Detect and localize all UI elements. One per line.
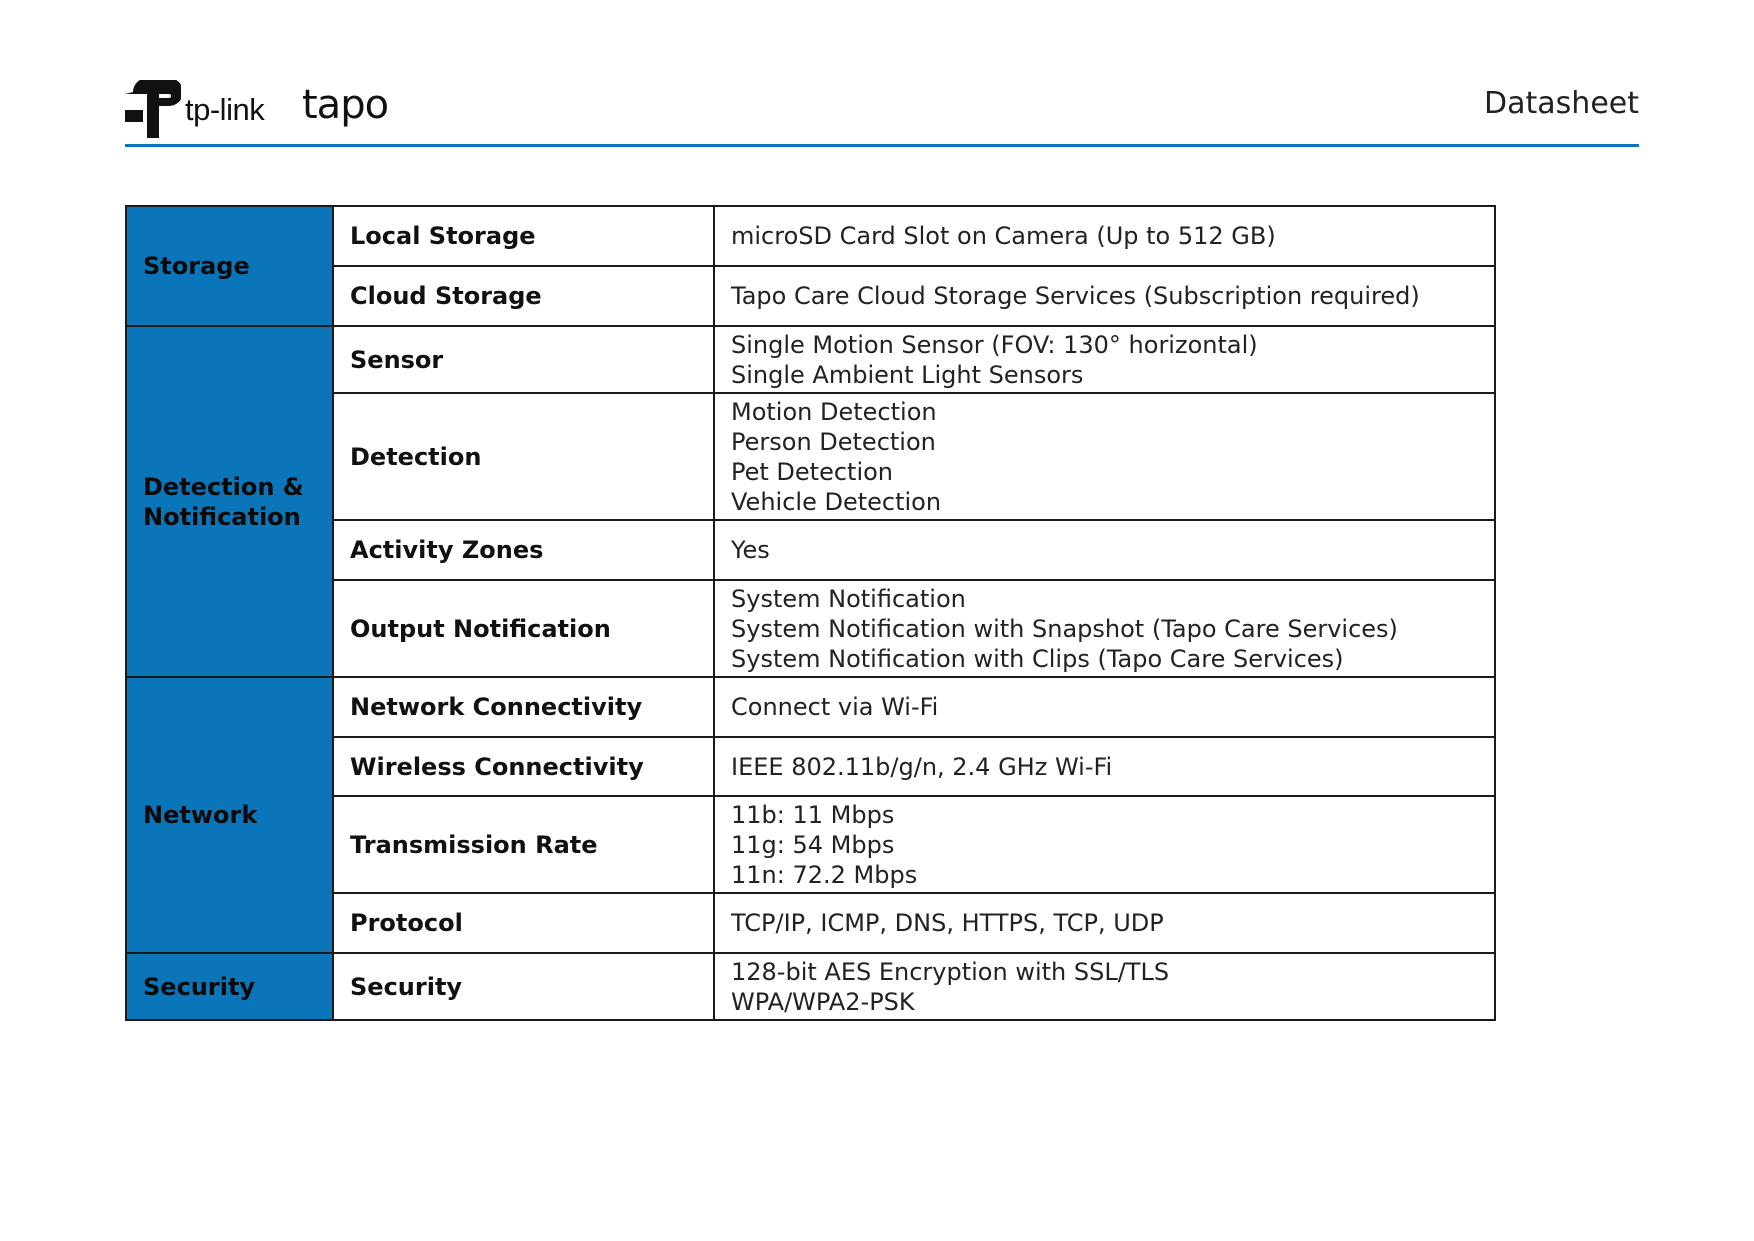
value-line: IEEE 802.11b/g/n, 2.4 GHz Wi-Fi (731, 752, 1113, 781)
page-header (125, 78, 1639, 146)
feature-cell: Network Connectivity (333, 677, 714, 737)
value-line: Tapo Care Cloud Storage Services (Subscription required) (731, 282, 1420, 310)
value-line: Vehicle Detection (731, 487, 942, 516)
feature-cell: Output Notification (333, 580, 714, 677)
value-line: System Notification with Clips (Tapo Care Services) (731, 644, 1344, 673)
table-row (126, 953, 1495, 1020)
value-cell (714, 796, 1495, 893)
feature-cell: Security (333, 953, 714, 1020)
header-divider (125, 144, 1639, 147)
table-row (126, 206, 1495, 266)
value-line: 11g: 54 Mbps (731, 830, 895, 859)
table-row (126, 677, 1495, 737)
value-line: Single Motion Sensor (FOV: 130° horizontal) (731, 330, 1258, 359)
value-line: 128-bit AES Encryption with SSL/TLS (731, 957, 1170, 986)
value-cell (714, 953, 1495, 1020)
spec-table (125, 205, 1496, 1021)
feature-cell: Activity Zones (333, 520, 714, 580)
table-row (126, 326, 1495, 393)
value-cell (714, 326, 1495, 393)
category-cell: Storage (126, 206, 333, 326)
tapo-wordmark: tapo (302, 82, 389, 128)
tp-link-logo-icon (125, 80, 181, 138)
value-line: WPA/WPA2-PSK (731, 987, 915, 1016)
value-line: Pet Detection (731, 457, 894, 486)
value-line: 11n: 72.2 Mbps (731, 860, 918, 889)
feature-cell: Detection (333, 393, 714, 520)
value-cell (714, 266, 1495, 326)
feature-cell: Transmission Rate (333, 796, 714, 893)
value-line: Person Detection (731, 427, 936, 456)
value-cell (714, 893, 1495, 953)
value-line: System Notification (731, 584, 966, 613)
feature-cell: Sensor (333, 326, 714, 393)
value-line: System Notification with Snapshot (Tapo Care Services) (731, 614, 1398, 643)
value-cell (714, 580, 1495, 677)
tp-link-wordmark: tp-link (185, 92, 265, 127)
value-cell (714, 393, 1495, 520)
value-line: Connect via Wi-Fi (731, 693, 939, 721)
value-cell (714, 206, 1495, 266)
value-line: TCP/IP, ICMP, DNS, HTTPS, TCP, UDP (731, 909, 1164, 937)
value-line: Yes (731, 536, 770, 564)
value-cell (714, 677, 1495, 737)
value-line: Motion Detection (731, 397, 937, 426)
feature-cell: Cloud Storage (333, 266, 714, 326)
value-cell (714, 520, 1495, 580)
value-line: microSD Card Slot on Camera (Up to 512 GB) (731, 222, 1276, 250)
category-cell: Detection & Notification (126, 326, 333, 677)
feature-cell: Local Storage (333, 206, 714, 266)
value-line: 11b: 11 Mbps (731, 800, 895, 829)
feature-cell: Wireless Connectivity (333, 737, 714, 796)
value-line: Single Ambient Light Sensors (731, 360, 1084, 389)
feature-cell: Protocol (333, 893, 714, 953)
category-cell: Network (126, 677, 333, 953)
document-type-label: Datasheet (1484, 86, 1639, 121)
category-cell: Security (126, 953, 333, 1020)
value-cell (714, 737, 1495, 796)
